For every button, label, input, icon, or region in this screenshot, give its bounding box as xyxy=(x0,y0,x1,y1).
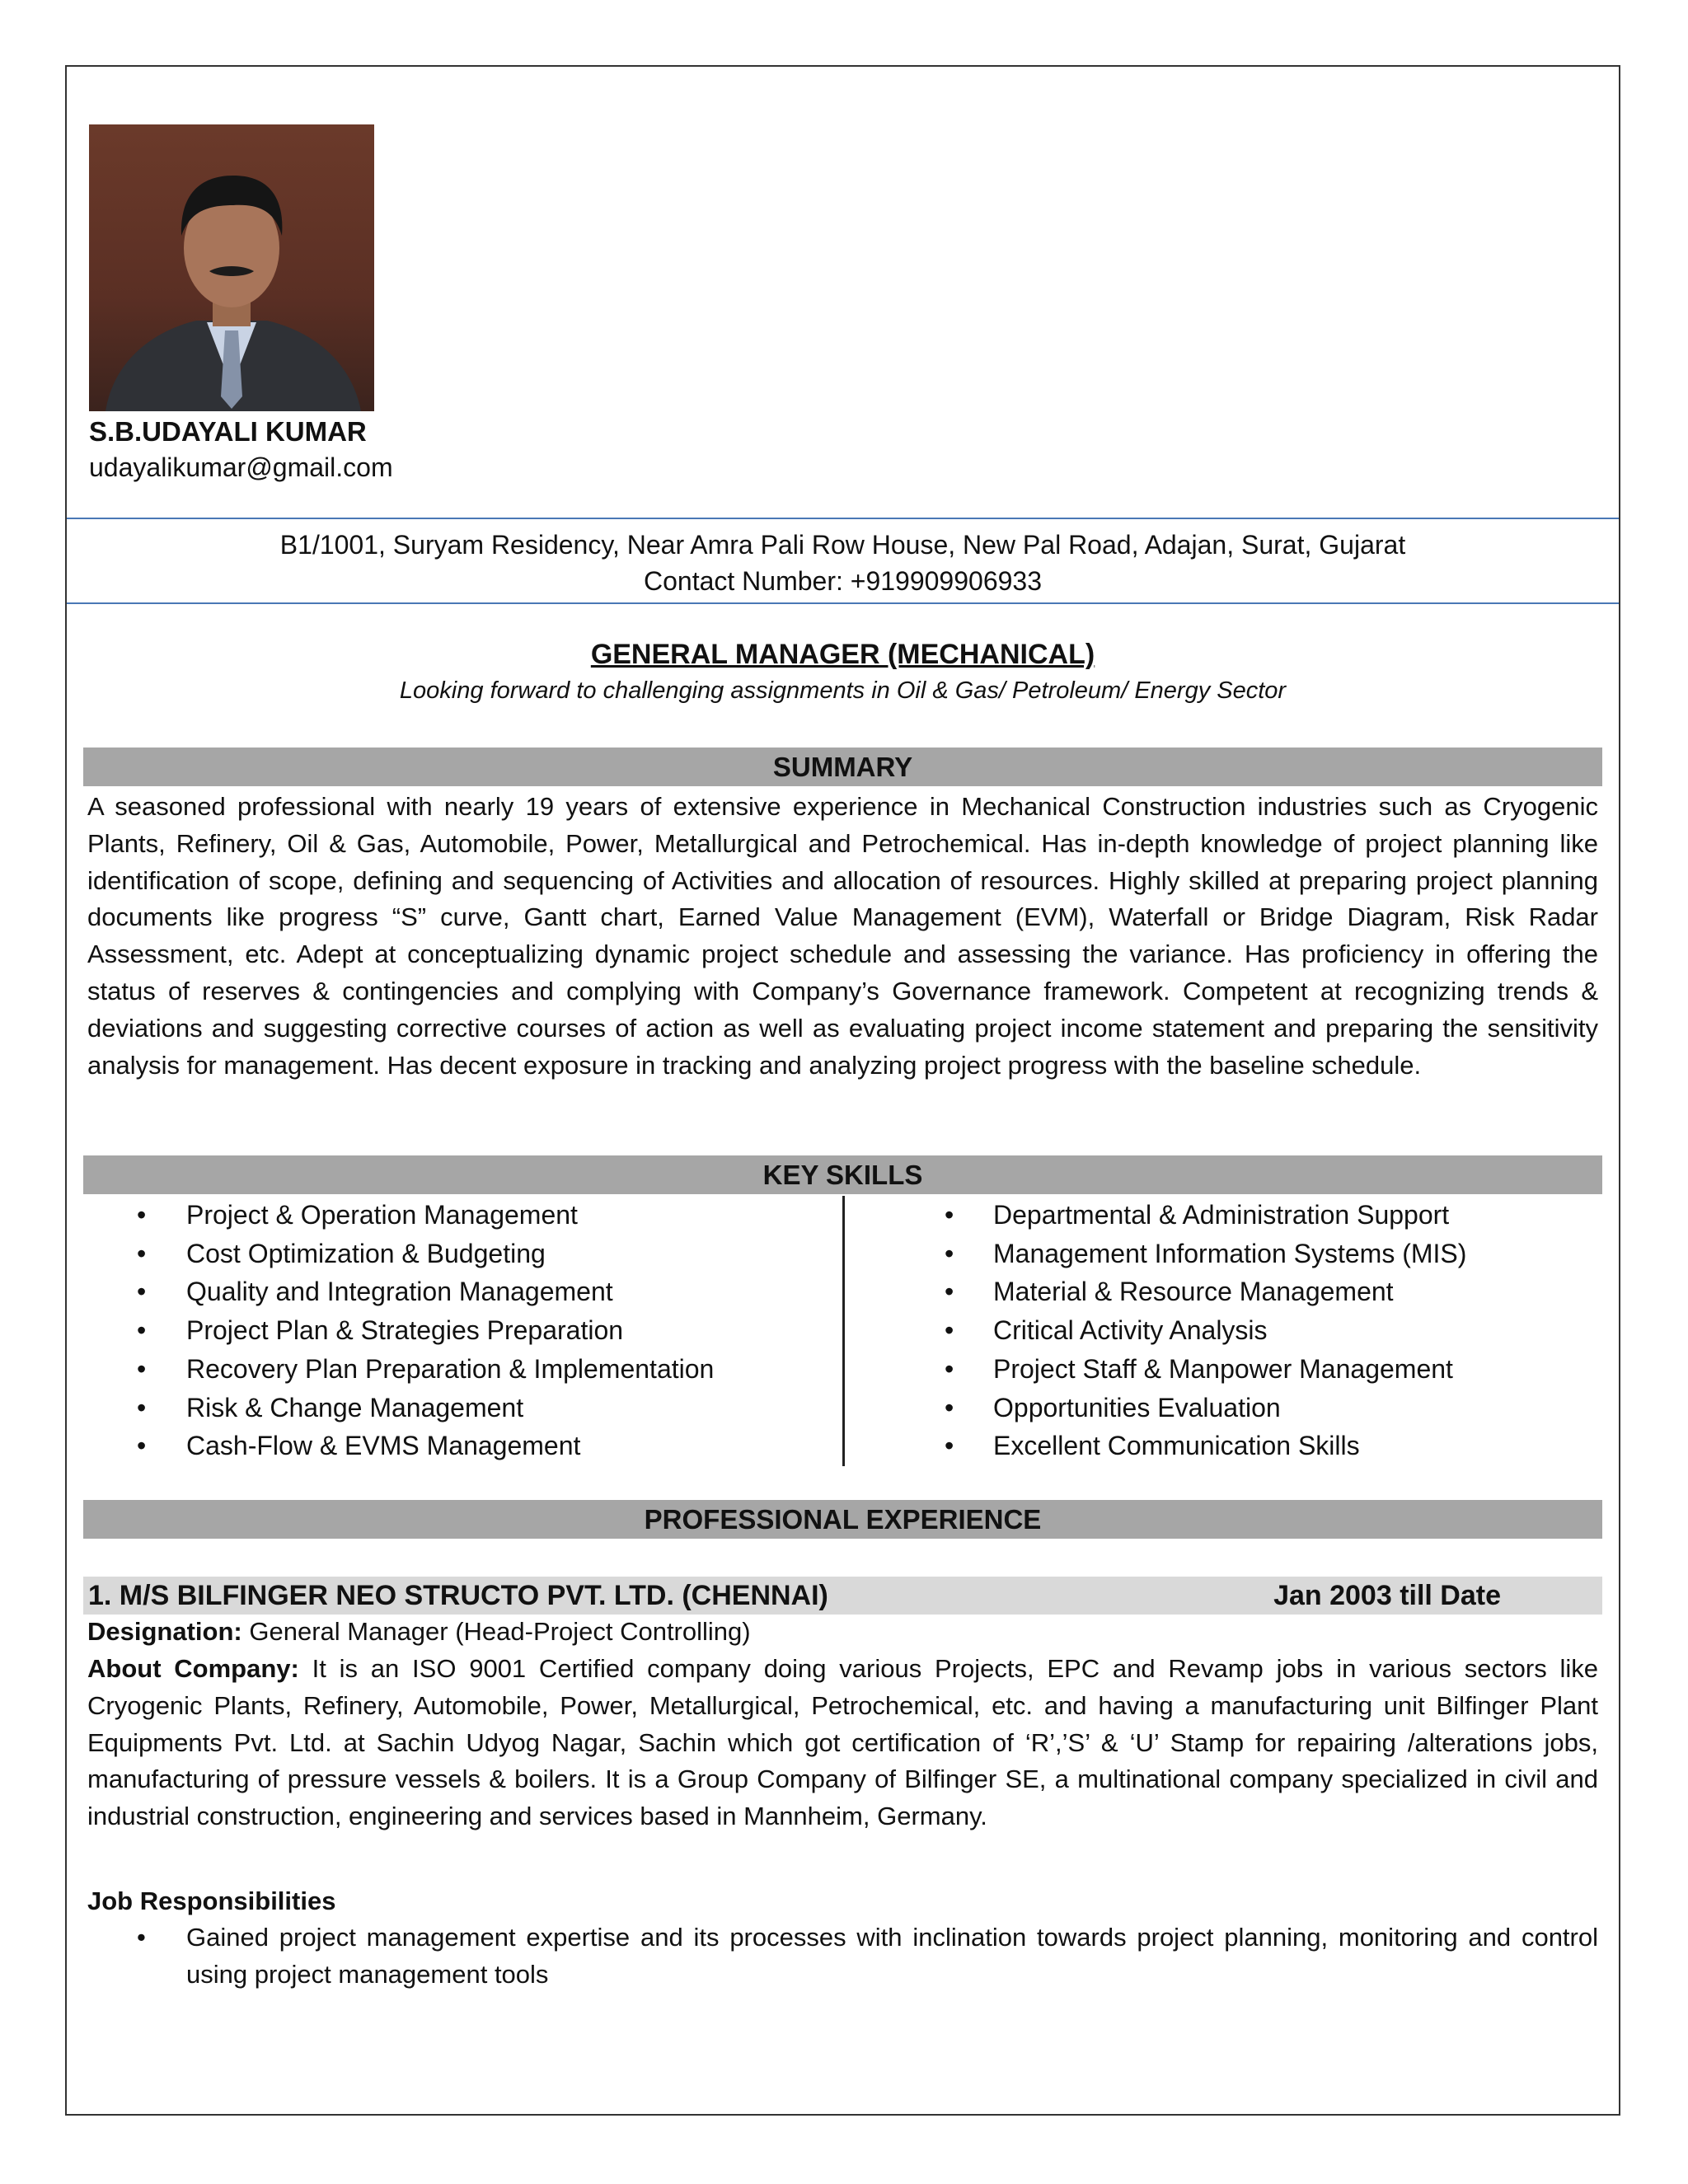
summary-heading: SUMMARY xyxy=(83,748,1602,786)
list-item: • Opportunities Evaluation xyxy=(943,1389,1586,1427)
headline-title: GENERAL MANAGER (MECHANICAL) xyxy=(590,639,1095,670)
list-item: • Excellent Communication Skills xyxy=(943,1427,1586,1465)
header-divider-bottom xyxy=(67,602,1619,604)
list-item: • Gained project management expertise and its processes with inclination towards project planning, monitoring and control using project management tools xyxy=(87,1919,1598,1994)
key-skills-heading: KEY SKILLS xyxy=(83,1155,1602,1194)
key-skills-right-list xyxy=(943,1196,1586,1465)
headline-subtitle: Looking forward to challenging assignments in Oil & Gas/ Petroleum/ Energy Sector xyxy=(399,677,1287,704)
company-name: 1. M/S BILFINGER NEO STRUCTO PVT. LTD. (CHENNAI) xyxy=(88,1580,828,1611)
key-skills-left-list xyxy=(87,1196,829,1465)
list-item: • Project & Operation Management xyxy=(87,1196,829,1235)
list-item: • Departmental & Administration Support xyxy=(943,1196,1586,1235)
list-item: • Risk & Change Management xyxy=(87,1389,829,1427)
responsibilities-list xyxy=(87,1919,1598,1994)
list-item: • Project Staff & Manpower Management xyxy=(943,1350,1586,1389)
about-company xyxy=(87,1651,1598,1835)
summary-text: A seasoned professional with nearly 19 years of extensive experience in Mechanical Construction industries such as Cryogenic Plants, Refinery, Oil & Gas, Automobile, Power, Metallurgical and Petrochemical. Has in-depth knowledge of project planning like identification of scope, defining and sequencing of Activities and allocation of resources. Highly skilled at preparing project planning documents like progress “S” curve, Gantt chart, Earned Value Management (EVM), Waterfall or Bridge Diagram, Risk Radar Assessment, etc. Adept at conceptualizing dynamic project schedule and assessing the variance. Has proficiency in offering the status of reserves & contingencies and complying with Company’s Governance framework. Competent at recognizing trends & deviations and suggesting corrective courses of action as well as evaluating project income statement and preparing the sensitivity analysis for management. Has decent exposure in tracking and analyzing project progress with the baseline schedule. xyxy=(87,792,1598,1080)
about-text: It is an ISO 9001 Certified company doing various Projects, EPC and Revamp jobs in various sectors like Cryogenic Plants, Refinery, Automobile, Power, Metallurgical, Petrochemical, etc. and having a manufacturing unit Bilfinger Plant Equipments Pvt. Ltd. at Sachin Udyog Nagar, Sachin which got certification of ‘R’,’S’ & ‘U’ Stamp for repairing /alterations jobs, manufacturing of pressure vessels & boilers. It is a Group Company of Bilfinger SE, a multinational company specialized in civil and industrial construction, engineering and services based in Mannheim, Germany. xyxy=(87,1654,1598,1831)
candidate-name: S.B.UDAYALI KUMAR xyxy=(89,416,367,447)
list-item: • Project Plan & Strategies Preparation xyxy=(87,1311,829,1350)
skills-column-divider xyxy=(842,1196,845,1466)
list-item: • Material & Resource Management xyxy=(943,1272,1586,1311)
list-item: • Management Information Systems (MIS) xyxy=(943,1235,1586,1273)
designation-line xyxy=(87,1614,1598,1651)
list-item: • Cost Optimization & Budgeting xyxy=(87,1235,829,1273)
about-label: About Company: xyxy=(87,1654,299,1683)
candidate-contact: Contact Number: +919909906933 xyxy=(643,566,1042,596)
candidate-address: B1/1001, Suryam Residency, Near Amra Pali Row House, New Pal Road, Adajan, Surat, Gujarat xyxy=(279,530,1406,560)
list-item: • Critical Activity Analysis xyxy=(943,1311,1586,1350)
designation-label: Designation: xyxy=(87,1617,242,1646)
candidate-email[interactable]: udayalikumar@gmail.com xyxy=(89,452,393,482)
profile-photo xyxy=(89,124,374,411)
company-bar xyxy=(83,1577,1602,1615)
designation-value: General Manager (Head-Project Controlling) xyxy=(249,1617,751,1646)
resume-page xyxy=(65,65,1620,2116)
list-item: • Recovery Plan Preparation & Implementation xyxy=(87,1350,829,1389)
responsibilities-heading: Job Responsibilities xyxy=(87,1886,336,1915)
list-item: • Quality and Integration Management xyxy=(87,1272,829,1311)
list-item: • Cash-Flow & EVMS Management xyxy=(87,1427,829,1465)
header-divider-top xyxy=(67,518,1619,519)
company-dates: Jan 2003 till Date xyxy=(1273,1580,1501,1611)
experience-heading: PROFESSIONAL EXPERIENCE xyxy=(83,1500,1602,1539)
